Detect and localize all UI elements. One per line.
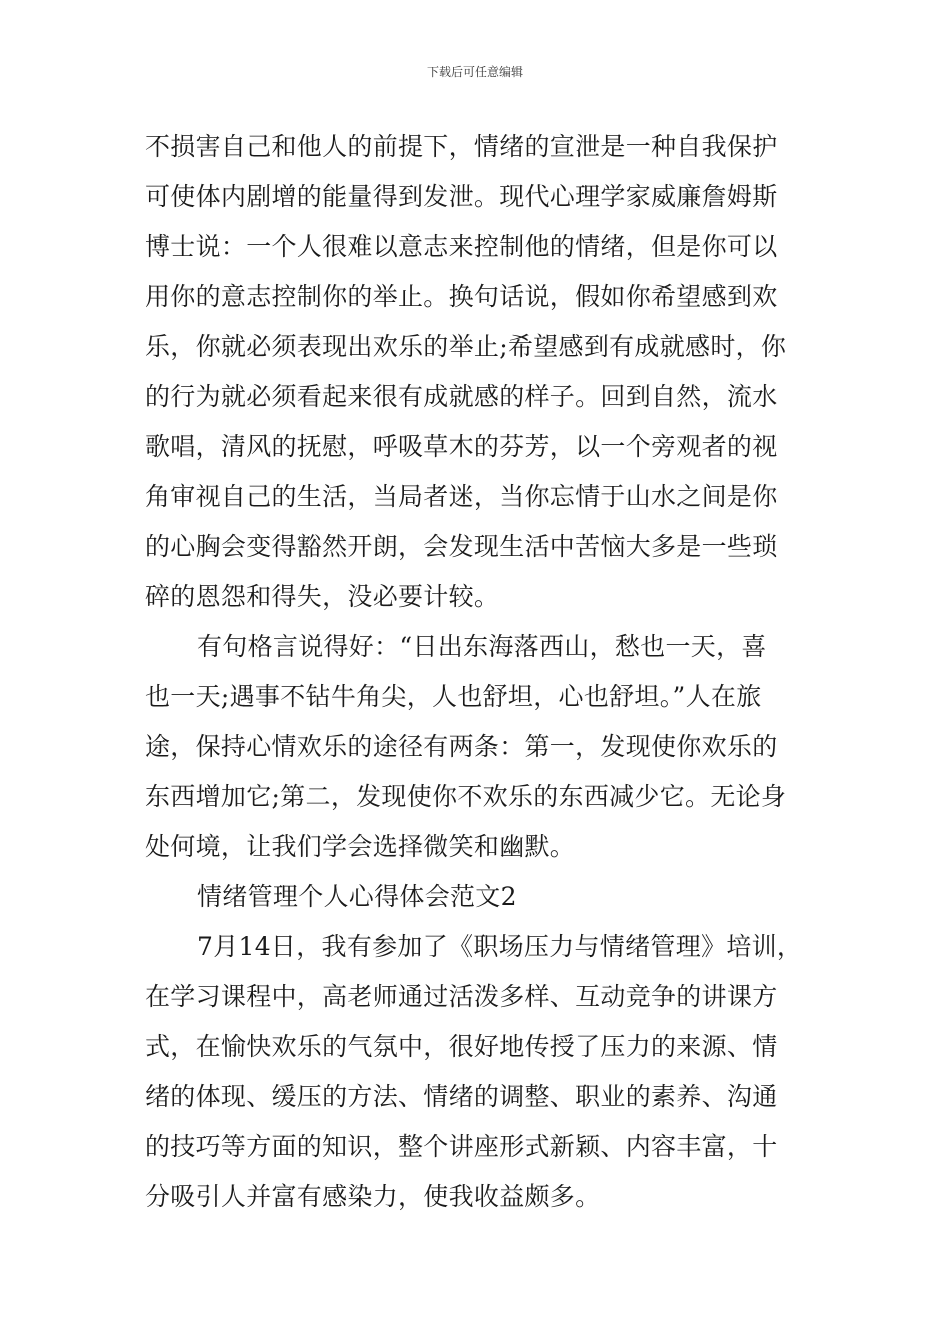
document-body: [145, 122, 845, 1222]
paragraph-line: 在学习课程中，高老师通过活泼多样、互动竞争的讲课方: [145, 982, 778, 1011]
paragraph-line: 用你的意志控制你的举止。换句话说，假如你希望感到欢: [145, 282, 778, 311]
paragraph-line: 的技巧等方面的知识，整个讲座形式新颖、内容丰富，十: [145, 1132, 778, 1161]
paragraph-line: 的行为就必须看起来很有成就感的样子。回到自然，流水: [145, 382, 778, 411]
paragraph-line: 不损害自己和他人的前提下，情绪的宣泄是一种自我保护: [145, 132, 778, 161]
paragraph-line: 角审视自己的生活，当局者迷，当你忘情于山水之间是你: [145, 482, 778, 511]
paragraph-line: 歌唱，清风的抚慰，呼吸草木的芬芳，以一个旁观者的视: [145, 432, 778, 461]
page-header: 下载后可任意编辑: [426, 65, 523, 79]
paragraph-line: 碎的恩怨和得失，没必要计较。: [145, 582, 500, 611]
paragraph-line: 绪的体现、缓压的方法、情绪的调整、职业的素养、沟通: [145, 1082, 778, 1111]
paragraph-line: 的心胸会变得豁然开朗，会发现生活中苦恼大多是一些琐: [145, 532, 778, 561]
paragraph-line: 处何境，让我们学会选择微笑和幽默。: [145, 832, 576, 861]
paragraph-line: 有句格言说得好：“日出东海落西山，愁也一天，喜: [197, 632, 767, 661]
paragraph-line: 途，保持心情欢乐的途径有两条：第一，发现使你欢乐的: [145, 732, 778, 761]
paragraph-line: 分吸引人并富有感染力，使我收益颇多。: [145, 1182, 601, 1211]
paragraph-line: 东西增加它;第二，发现使你不欢乐的东西减少它。无论身: [145, 782, 787, 811]
paragraph-line: 可使体内剧增的能量得到发泄。现代心理学家威廉詹姆斯: [145, 182, 778, 211]
paragraph-line: 也一天;遇事不钻牛角尖，人也舒坦，心也舒坦。”人在旅: [145, 682, 762, 711]
paragraph-line: 博士说：一个人很难以意志来控制他的情绪，但是你可以: [145, 232, 778, 261]
section-heading: 情绪管理个人心得体会范文2: [197, 882, 517, 911]
paragraph-line: 7月14日，我有参加了《职场压力与情绪管理》培训，: [197, 932, 803, 961]
paragraph-line: 乐，你就必须表现出欢乐的举止;希望感到有成就感时，你: [145, 332, 787, 361]
paragraph-line: 式，在愉快欢乐的气氛中，很好地传授了压力的来源、情: [145, 1032, 778, 1061]
